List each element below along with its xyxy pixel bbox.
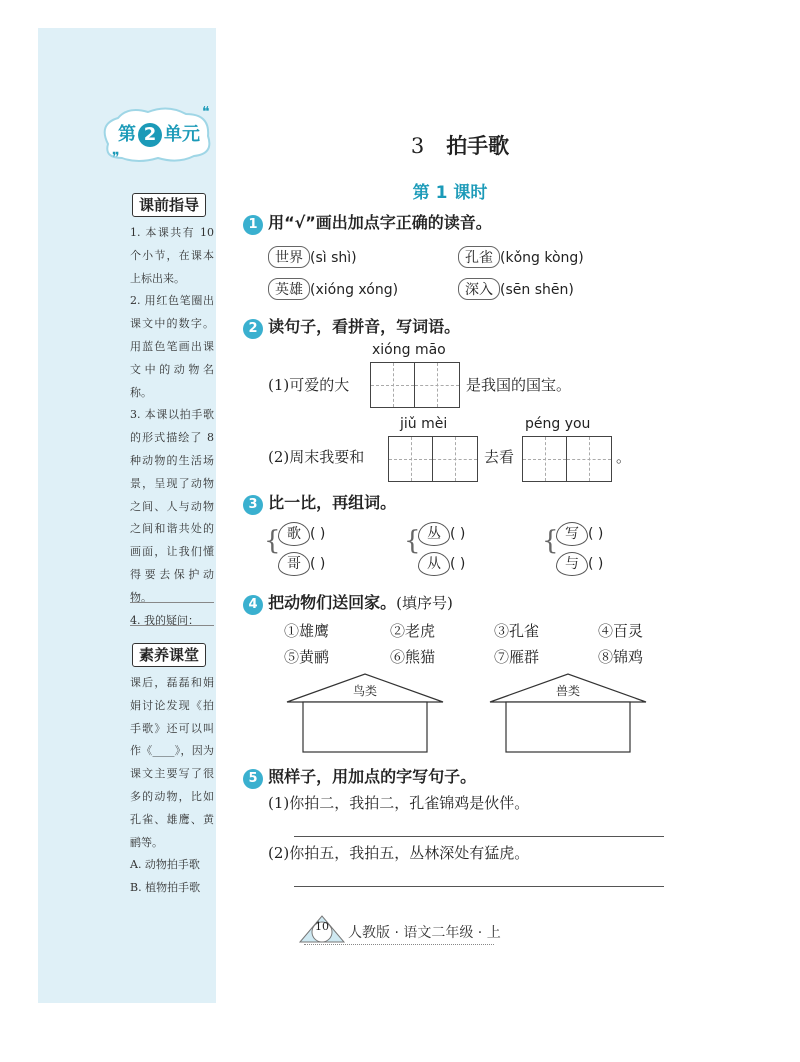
animal-option: ⑦雁群 — [494, 648, 540, 666]
animal-option: ⑥熊猫 — [390, 648, 436, 666]
sentence-text: 是我国的国宝。 — [466, 376, 572, 394]
divider — [130, 625, 214, 626]
q1-item: 深入 (sēn shēn) — [458, 278, 574, 300]
writing-grid[interactable] — [388, 436, 478, 482]
sentence-text: (1)可爱的大 — [268, 376, 350, 394]
sentence-text: 。 — [616, 448, 632, 466]
session-label: 第 1 课时 — [412, 183, 488, 203]
house-label: 兽类 — [556, 684, 581, 698]
guide-heading: 课前指导 — [132, 194, 206, 215]
question-answer-line — [130, 602, 214, 603]
page-number: 10 — [315, 920, 329, 933]
q4-number: 4 — [243, 595, 263, 615]
q3-header — [243, 490, 396, 515]
quality-heading: 素养课堂 — [132, 644, 206, 665]
house-label: 鸟类 — [353, 684, 378, 698]
option-b: B. 植物拍手歌 — [130, 881, 201, 895]
example-sentence: (2)你拍五，我拍五，丛林深处有猛虎。 — [268, 844, 530, 862]
compare-pair: { 写 ( ) 与 ( ) — [546, 522, 603, 576]
guide-item: 4. 我的疑问： — [130, 613, 199, 627]
svg-text:❝: ❝ — [202, 104, 210, 120]
unit-label: 第 2 单元 — [118, 124, 200, 145]
sentence-text: (2)周末我要和 — [268, 448, 365, 466]
footer-rule — [304, 944, 494, 945]
q1-item: 孔雀 (kǒng kòng) — [458, 246, 584, 268]
q5-header — [243, 764, 476, 789]
compare-pair: { 歌 ( ) 哥 ( ) — [268, 522, 325, 576]
q3-number: 3 — [243, 495, 263, 515]
q1-header — [243, 210, 492, 235]
q1-title: 用“√”画出加点字正确的读音。 — [268, 213, 492, 232]
q1-item: 世界 (sì shì) — [268, 246, 357, 268]
guide-item: 2. 用红色笔圈出课文中的数字。用蓝色笔画出课文中的动物名称。 — [130, 294, 214, 399]
animal-option: ②老虎 — [390, 622, 436, 640]
animal-option: ⑤黄鹂 — [284, 648, 330, 666]
animal-option: ④百灵 — [598, 622, 644, 640]
q2-header — [243, 314, 460, 339]
q1-number: 1 — [243, 215, 263, 235]
guide-item: 3. 本课以拍手歌的形式描绘了 8 种动物的生活场景，呈现了动物之间、人与动物之间和谐共处的画面，让我们懂得要去保护动物。 — [130, 408, 214, 604]
svg-text:❞: ❞ — [112, 150, 120, 164]
guide-item: 1. 本课共有 10 个小节，在课本上标出来。 — [130, 226, 214, 285]
q4-header: 4 把动物们送回家。(填序号) — [243, 590, 453, 615]
animal-option: ③孔雀 — [494, 622, 540, 640]
quality-paragraph: 课后，磊磊和娟娟讨论发现《拍手歌》还可以叫作《____》，因为课文主要写了很多的动物，比如孔雀、雄鹰、黄鹂等。 — [130, 676, 214, 849]
sentence-text: 去看 — [484, 448, 515, 466]
q2-number: 2 — [243, 319, 263, 339]
pinyin-hint: xióng māo — [372, 342, 446, 358]
q4-title: 把动物们送回家。 — [268, 593, 397, 612]
option-a: A. 动物拍手歌 — [130, 858, 200, 872]
guide-list — [130, 222, 214, 632]
q5-title: 照样子，用加点的字写句子。 — [268, 767, 477, 786]
q1-item: 英雄 (xióng xóng) — [268, 278, 398, 300]
q3-title: 比一比，再组词。 — [268, 493, 397, 512]
pinyin-hint: jiǔ mèi — [400, 416, 448, 432]
quality-text — [130, 672, 214, 900]
pinyin-hint: péng you — [525, 416, 591, 432]
writing-grid[interactable] — [522, 436, 612, 482]
answer-line[interactable] — [294, 886, 664, 887]
animal-option: ①雄鹰 — [284, 622, 330, 640]
footer-text: 人教版 · 语文二年级 · 上 — [348, 925, 501, 941]
example-sentence: (1)你拍二，我拍二，孔雀锦鸡是伙伴。 — [268, 794, 530, 812]
writing-grid[interactable] — [370, 362, 460, 408]
q5-number: 5 — [243, 769, 263, 789]
animal-option: ⑧锦鸡 — [598, 648, 644, 666]
page-title: 3 拍手歌 — [410, 134, 510, 158]
q2-title: 读句子，看拼音，写词语。 — [268, 317, 461, 336]
compare-pair: { 丛 ( ) 从 ( ) — [408, 522, 465, 576]
answer-line[interactable] — [294, 836, 664, 837]
